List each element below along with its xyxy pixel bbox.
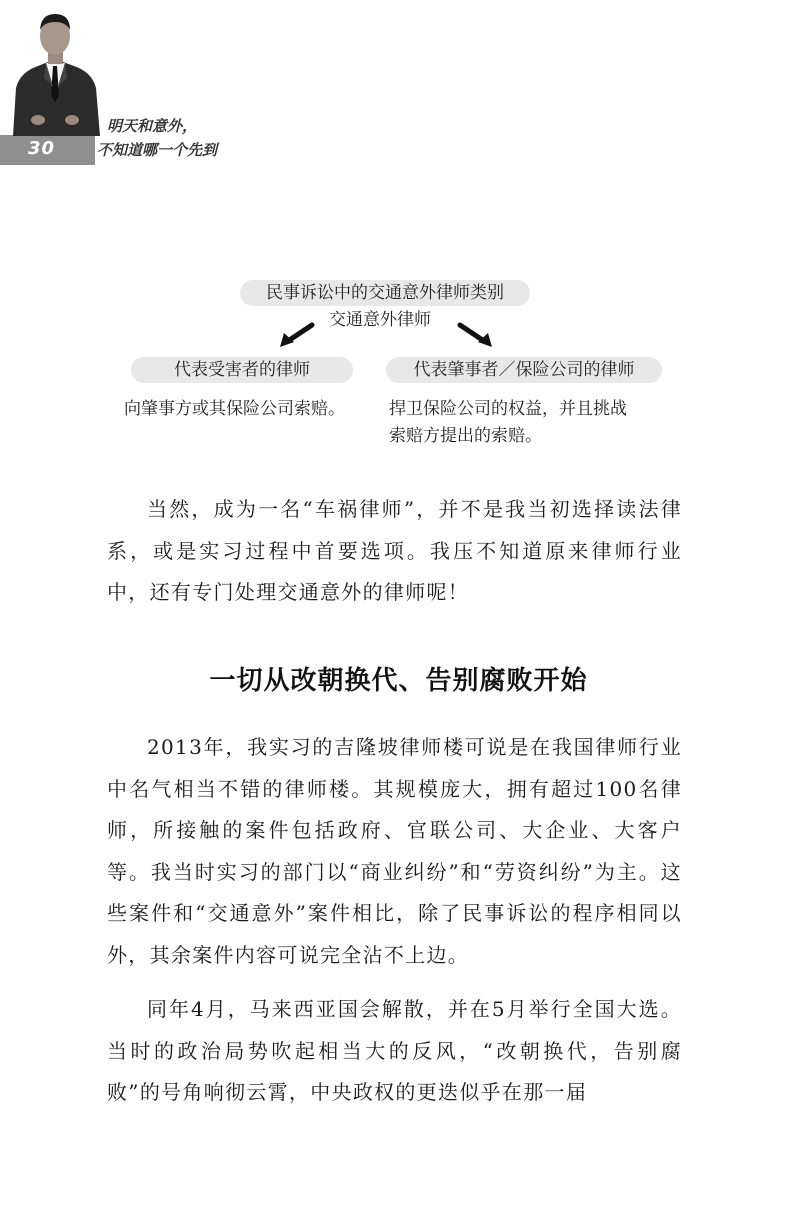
paragraph-2: 2013年，我实习的吉隆坡律师楼可说是在我国律师行业中名气相当不错的律师楼。其规模庞大，拥有超过100名律师，所接触的案件包括政府、官联公司、大企业、大客户等。我当时实习的部门以“商业纠纷”和“劳资纠纷”为主。这些案件和“交通意外”案件相比，除了民事诉讼的程序相同以外，其余案件内容可说完全沾不上边。 [107, 735, 682, 967]
author-portrait [8, 0, 103, 136]
victim-lawyer-description: 向肇事方或其保险公司索赔。 [124, 399, 345, 419]
arrow-down-left-icon [278, 322, 316, 348]
paragraph-3: 同年4月，马来西亚国会解散，并在5月举行全国大选。当时的政治局势吹起相当大的反风，“改朝换代，告别腐败”的号角响彻云霄，中央政权的更迭似乎在那一届 [107, 997, 682, 1104]
defendant-lawyer-node: 代表肇事者／保险公司的律师 [386, 357, 662, 383]
paragraph-1: 当然，成为一名“车祸律师”，并不是我当初选择读法律系，或是实习过程中首要选项。我压不知道原来律师行业中，还有专门处理交通意外的律师呢！ [107, 497, 682, 604]
defendant-lawyer-description-line2: 索赔方提出的索赔。 [389, 426, 542, 446]
page-number: 30 [28, 138, 56, 159]
victim-lawyer-node: 代表受害者的律师 [131, 357, 353, 383]
section-heading: 一切从改朝换代、告别腐败开始 [209, 666, 588, 696]
book-title-line2: 不知道哪一个先到 [97, 141, 218, 159]
diagram-root-node: 交通意外律师 [329, 310, 431, 330]
defendant-lawyer-description-line1: 捍卫保险公司的权益，并且挑战 [389, 399, 627, 419]
arrow-down-right-icon [456, 322, 494, 348]
diagram-title: 民事诉讼中的交通意外律师类别 [240, 280, 530, 306]
book-title-line1: 明天和意外， [107, 117, 198, 135]
book-title [97, 114, 307, 162]
